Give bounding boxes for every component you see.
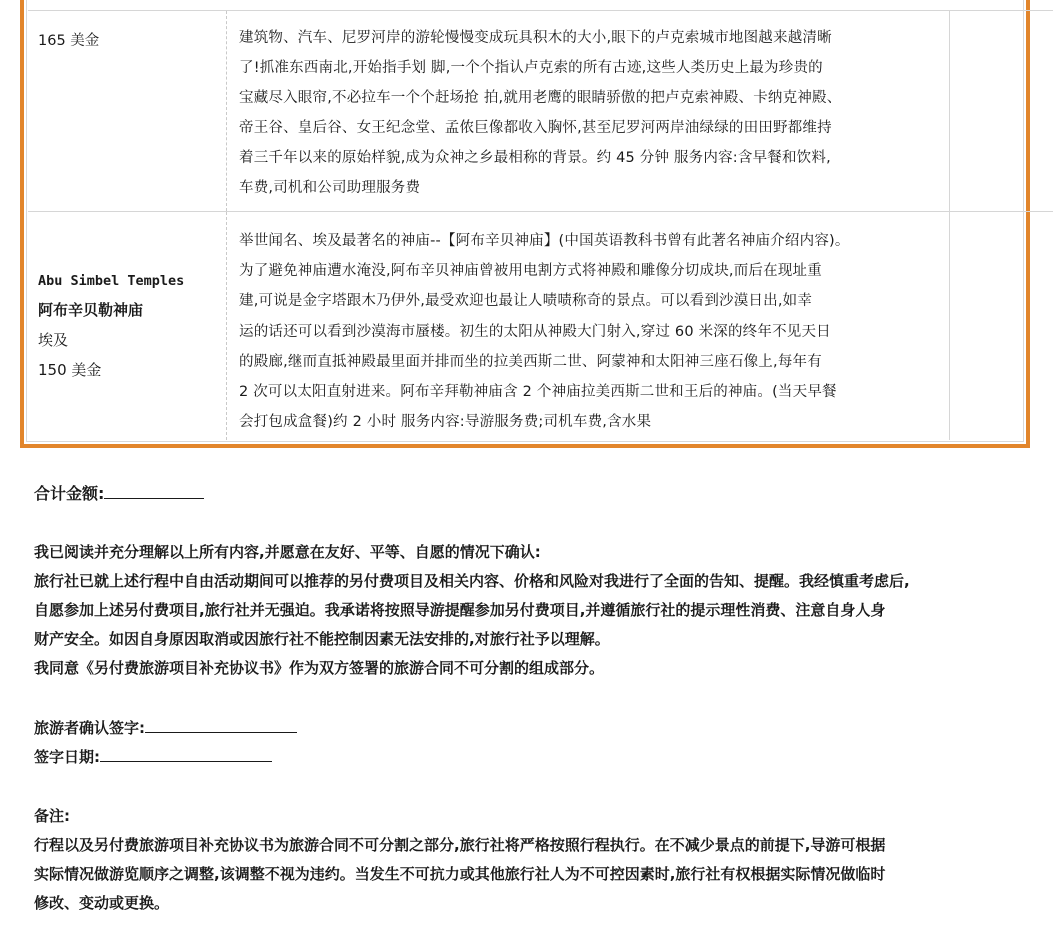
- activity-description-cell: [227, 11, 950, 212]
- activity-price: 150 美金: [38, 361, 102, 379]
- signer-blank[interactable]: [145, 718, 297, 733]
- description-line: 会打包成盒餐)约 2 小时 服务内容:导游服务费;司机车费,含水果: [239, 414, 652, 431]
- remarks-line: 行程以及另付费旅游项目补充协议书为旅游合同不可分割之部分,旅行社将严格按照行程执行。在不减少景点的前提下,导游可根据: [34, 836, 886, 854]
- total-amount-label: 合计金额:: [34, 484, 105, 503]
- activity-price: 165 美金: [38, 33, 100, 49]
- confirmation-line: 旅行社已就上述行程中自由活动期间可以推荐的另付费项目及相关内容、价格和风险对我进行了全面的告知、提醒。我经慎重考虑后,: [34, 572, 910, 590]
- remarks-title: 备注:: [34, 807, 70, 825]
- confirmation-statement: [34, 538, 1034, 683]
- activity-description-cell: [227, 212, 950, 441]
- remarks-block: [34, 802, 1034, 918]
- description-line: 2 次可以太阳直射进来。阿布辛拜勒神庙含 2 个神庙拉美西斯二世和王后的神庙。(当天早餐: [239, 384, 837, 401]
- description-line: 的殿廊,继而直抵神殿最里面并排而坐的拉美西斯二世、阿蒙神和太阳神三座石像上,每年有: [239, 353, 822, 370]
- confirmation-line: 我已阅读并充分理解以上所有内容,并愿意在友好、平等、自愿的情况下确认:: [34, 543, 541, 561]
- confirmation-line: 财产安全。如因自身原因取消或因旅行社不能控制因素无法安排的,对旅行社予以理解。: [34, 630, 610, 648]
- total-amount-blank[interactable]: [104, 484, 204, 499]
- activity-description: [239, 11, 943, 203]
- activity-extra-cell: [950, 11, 1053, 212]
- description-line: 车费,司机和公司助理服务费: [239, 180, 421, 196]
- confirmation-line: 我同意《另付费旅游项目补充协议书》作为双方签署的旅游合同不可分割的组成部分。: [34, 659, 605, 677]
- table-row: [28, 212, 1053, 441]
- description-line: 了!抓准东西南北,开始指手划 脚,一个个指认卢克索的所有古迹,这些人类历史上最为珍贵的: [239, 60, 823, 76]
- activity-country: 埃及: [38, 331, 69, 349]
- sign-date-blank[interactable]: [100, 747, 272, 762]
- description-line: 帝王谷、皇后谷、女王纪念堂、孟侬巨像都收入胸怀,甚至尼罗河两岸油绿绿的田田野都维持: [239, 120, 832, 136]
- description-line: 运的话还可以看到沙漠海市蜃楼。初生的太阳从神殿大门射入,穿过 60 米深的终年不见天日: [239, 323, 831, 340]
- activity-description: [239, 212, 943, 437]
- activity-name-cell: [28, 212, 227, 441]
- signer-label: 旅游者确认签字:: [34, 719, 145, 737]
- signature-block: [34, 714, 1034, 772]
- description-line: 宝藏尽入眼帘,不必拉车一个个赶场抢 拍,就用老鹰的眼睛骄傲的把卢克索神殿、卡纳克神殿、: [239, 90, 842, 106]
- optional-activities-table-frame: [20, 0, 1030, 448]
- description-line: 着三千年以来的原始样貌,成为众神之乡最相称的背景。约 45 分钟 服务内容:含早餐和饮料,: [239, 150, 831, 166]
- remarks-line: 修改、变动或更换。: [34, 894, 170, 912]
- description-line: 建筑物、汽车、尼罗河岸的游轮慢慢变成玩具积木的大小,眼下的卢克索城市地图越来越清晰: [239, 30, 832, 46]
- remarks-line: 实际情况做游览顺序之调整,该调整不视为违约。当发生不可抗力或其他旅行社人为不可控因素时,旅行社有权根据实际情况做临时: [34, 865, 886, 883]
- table-row: [28, 11, 1053, 212]
- description-line: 举世闻名、埃及最著名的神庙--【阿布辛贝神庙】(中国英语教科书曾有此著名神庙介绍内容)。: [239, 233, 850, 249]
- activity-name-cell: [28, 11, 227, 212]
- description-line: 建,可说是金字塔跟木乃伊外,最受欢迎也最让人啧啧称奇的景点。可以看到沙漠日出,如幸: [239, 293, 813, 310]
- activity-name-cn: 阿布辛贝勒神庙: [38, 301, 144, 319]
- activity-name-en: Abu Simbel Temples: [38, 273, 185, 289]
- optional-activities-table: [28, 10, 1053, 440]
- signer-line: [34, 714, 1034, 743]
- description-line: 为了避免神庙遭水淹没,阿布辛贝神庙曾被用电割方式将神殿和雕像分切成块,而后在现址重: [239, 263, 822, 280]
- sign-date-line: [34, 743, 1034, 772]
- activity-extra-cell: [950, 212, 1053, 441]
- confirmation-line: 自愿参加上述另付费项目,旅行社并无强迫。我承诺将按照导游提醒参加另付费项目,并遵循旅行社的提示理性消费、注意自身人身: [34, 601, 886, 619]
- sign-date-label: 签字日期:: [34, 748, 100, 766]
- total-amount-line: [34, 480, 1034, 508]
